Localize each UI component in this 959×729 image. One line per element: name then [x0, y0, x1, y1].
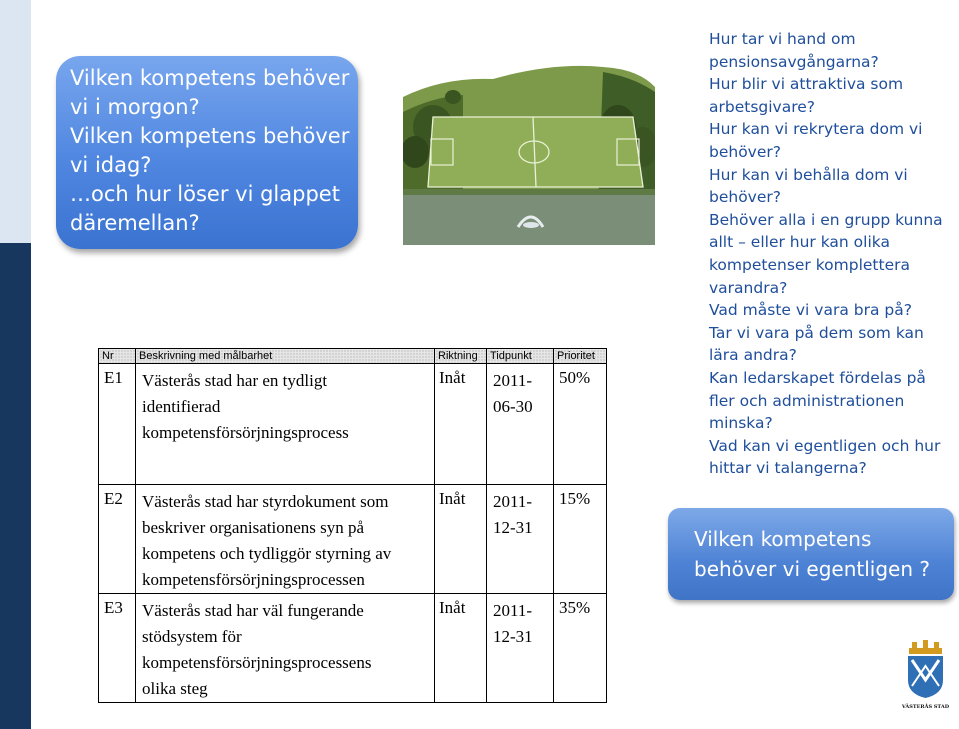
column-header-priority: Prioritet — [554, 349, 607, 364]
row-description — [136, 485, 435, 594]
bubble-line: vi idag? — [70, 153, 152, 177]
goals-table — [98, 348, 607, 703]
date-line: 2011- — [493, 492, 533, 511]
date-line: 12-31 — [493, 627, 533, 646]
description-line: kompetensförsörjningsprocessen — [142, 570, 365, 589]
coat-of-arms-icon — [898, 640, 953, 710]
question-item: Kan ledarskapet fördelas på fler och administrationen minska? — [709, 368, 926, 433]
bubble-line: Vilken kompetens behöver — [70, 124, 350, 148]
row-date — [487, 364, 554, 485]
key-question-callout — [668, 508, 954, 600]
description-line: kompetensförsörjningsprocessens — [142, 653, 372, 672]
vasteras-stad-logo — [898, 640, 953, 710]
bubble-line: vi i morgon? — [70, 95, 200, 119]
column-header-direction: Riktning — [435, 349, 487, 364]
question-item: Hur tar vi hand om pensionsavgångarna? — [709, 30, 879, 71]
row-nr: E2 — [99, 485, 136, 594]
date-line: 12-31 — [493, 518, 533, 537]
logo-caption: VÄSTERÅS STAD — [901, 704, 950, 710]
table-row — [99, 485, 607, 594]
description-line: kompetens och tydliggör styrning av — [142, 544, 392, 563]
sidebar-light-band — [0, 0, 31, 243]
row-date — [487, 594, 554, 703]
row-priority: 35% — [554, 594, 607, 703]
sidebar-dark-band — [0, 243, 31, 729]
column-header-description: Beskrivning med målbarhet — [136, 349, 435, 364]
row-description — [136, 364, 435, 485]
question-item: Hur kan vi behålla dom vi behöver? — [709, 165, 908, 207]
date-line: 2011- — [493, 601, 533, 620]
question-item: Behöver alla i en grupp kunna allt – eller hur kan olika kompetenser komplettera varandra? — [709, 210, 943, 297]
question-item: Vad måste vi vara bra på? — [709, 301, 912, 320]
question-item: Tar vi vara på dem som kan lära andra? — [709, 323, 924, 365]
question-item: Hur blir vi attraktiva som arbetsgivare? — [709, 75, 904, 116]
table-row — [99, 594, 607, 703]
row-nr: E1 — [99, 364, 136, 485]
landscape-image — [403, 57, 655, 245]
bubble-line: …och hur löser vi glappet — [70, 182, 340, 206]
row-priority: 50% — [554, 364, 607, 485]
table-row — [99, 364, 607, 485]
description-line: identifierad — [142, 397, 221, 416]
row-priority: 15% — [554, 485, 607, 594]
intro-question-bubble — [56, 56, 358, 249]
description-line: stödsystem för — [142, 627, 242, 646]
row-date — [487, 485, 554, 594]
description-line: Västerås stad har väl fungerande — [142, 601, 364, 620]
description-line: Västerås stad har styrdokument som — [142, 492, 389, 511]
row-direction: Inåt — [435, 594, 487, 703]
bubble-line: Vilken kompetens behöver — [70, 66, 350, 90]
callout-line: behöver vi egentligen ? — [694, 557, 930, 581]
question-item: Hur kan vi rekrytera dom vi behöver? — [709, 120, 923, 161]
question-item: Vad kan vi egentligen och hur hittar vi talangerna? — [709, 436, 941, 478]
description-line: Västerås stad har en tydligt — [142, 371, 328, 390]
bubble-line: däremellan? — [70, 211, 200, 235]
column-header-date: Tidpunkt — [487, 349, 554, 364]
row-nr: E3 — [99, 594, 136, 703]
column-header-nr: Nr — [99, 349, 136, 364]
table-header-row — [99, 349, 607, 364]
date-line: 06-30 — [493, 397, 533, 416]
question-list — [709, 28, 954, 480]
date-line: 2011- — [493, 371, 533, 390]
row-direction: Inåt — [435, 364, 487, 485]
description-line: olika steg — [142, 679, 208, 698]
description-line: kompetensförsörjningsprocess — [142, 423, 349, 442]
row-direction: Inåt — [435, 485, 487, 594]
callout-line: Vilken kompetens — [694, 527, 872, 551]
hillside-football-field-photo — [403, 57, 655, 245]
row-description — [136, 594, 435, 703]
description-line: beskriver organisationens syn på — [142, 518, 365, 537]
